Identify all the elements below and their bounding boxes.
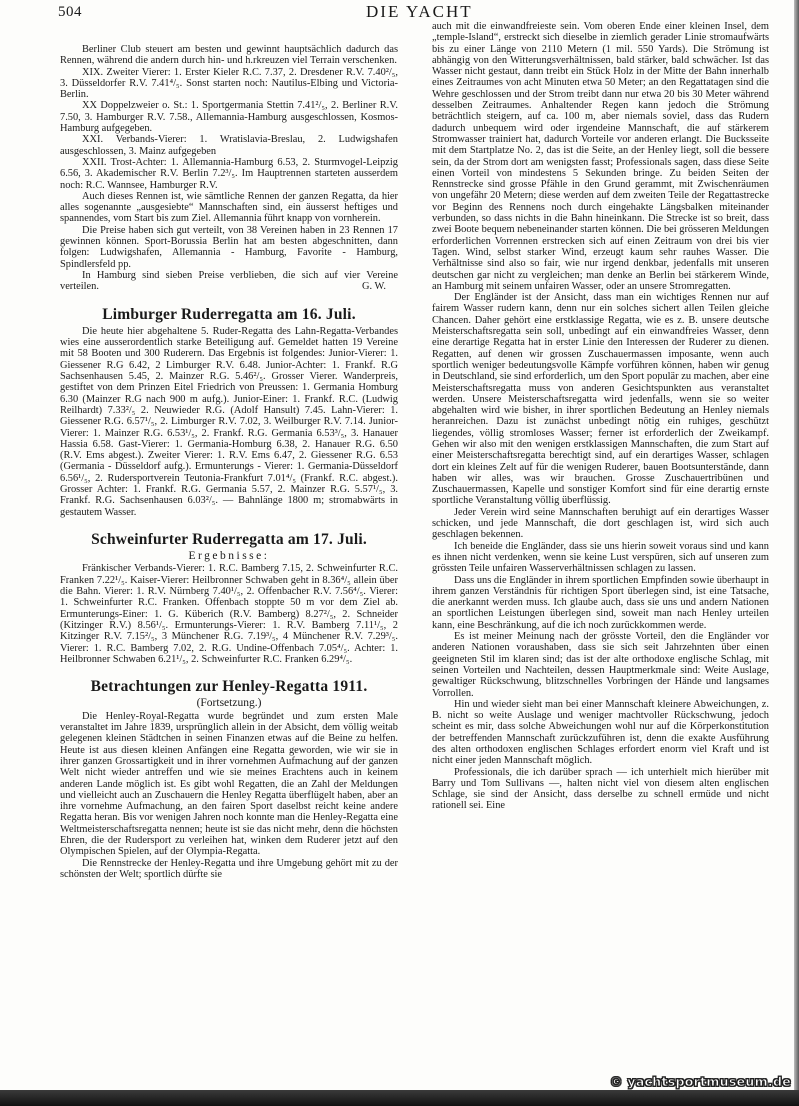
article-title-henley: Betrachtungen zur Henley-Regatta 1911. bbox=[90, 678, 368, 696]
scan-bottom-edge bbox=[0, 1090, 799, 1106]
paragraph: Die Preise haben sich gut verteilt, von 38 Vereinen haben in 23 Rennen 17 gewinnen können. Sport-Borussia Berlin hat am besten abgeschnitten, dann folgen: Ludwigshafen, Allemannia - Hamburg, Favorite - Hamburg, Spindlersfeld pp. bbox=[60, 224, 398, 270]
paragraph: Ich beneide die Engländer, dass sie uns hierin soweit voraus sind und kann es ihnen nicht verdenken, wenn sie keine Lust verspüren, sich auf unseren zum grössten Teile unfairen Wasserverhältnissen schlagen zu lassen. bbox=[432, 540, 769, 575]
paragraph-text: In Hamburg sind sieben Preise verblieben, die sich auf vier Vereine verteilen. bbox=[60, 269, 398, 293]
article-subtitle: Ergebnisse: bbox=[188, 550, 270, 563]
paragraph: Berliner Club steuert am besten und gewinnt hauptsächlich dadurch das Rennen, während die andern durch hin- und h.rkreuzen viel Terrain verschenken. bbox=[60, 44, 398, 67]
paragraph: auch mit die einwandfreieste sein. Vom oberen Ende einer kleinen Insel, dem „temple-Island“, erstreckt sich dieselbe in ziemlich gerader Linie stromaufwärts bis zu einer Länge von 2110 Metern (1 mil. 550 Yards). Die Strömung ist abhängig von den Witterungsverhältnissen, bald stärker, bald schwächer. Ist das Wasser nicht gestaut, dann treibt ein Stück Holz in der Mitte der Bahn innerhalb eines Zeitraumes von acht Minuten etwa 50 Meter; an den Regattatagen sind die Wehre geschlossen und der Strom treibt dann nur etwa 20 bis 30 Meter während desselben Zeitraumes. Anhaltender Regen kann jedoch die Strömung beträchtlich steigern, auf ca. 100 m, aber niemals soviel, dass das Rudern dadurch unbequem wird oder irgendeine Mannschaft, die auf stärkerem Stromwasser trainiert hat, dadurch Vorteile vor anderen erlangt. Die Bucksseite mit dem Startplatze No. 2, das ist die Seite, an der Henley liegt, soll die bessere sein, da der Strom dort am wenigsten fasst; Professionals sagen, dass diese Seite einen Vorteil von mindestens 5 Sekunden bringe. Zu beiden Seiten der Rennstrecke sind grosse Pfähle in den Grund gerammt, mit Zwischenräumen von ungefähr 20 Metern; diese werden auf dem zweiten Teile der Regattastrecke vor Beginn des Rennens noch durch eingehakte Längsbalken miteinander verbunden, so dass nichts in die Bahn hineinkann. Die Strecke ist so breit, dass zwei Boote bequem nebeneinander starten können. Die bei grösseren Meldungen erforderlichen Vorrennen erstrecken sich auf einen Zeitraum von drei bis vier Tagen. Wind, selbst starker Wind, erzeugt kaum sehr rauhes Wasser. Die Verhältnisse sind also so fair, wie nur irgend denkbar, jedenfalls mit unseren deutschen gar nicht zu vergleichen; man denke an Berlin bei stärkerem Winde, an Hamburg mit seinem unfairen Wasser, oder an unsere Stromregatten. bbox=[432, 21, 770, 292]
paragraph: Die heute hier abgehaltene 5. Ruder-Regatta des Lahn-Regatta-Verbandes wies eine ausserordentlich starke Beteiligung auf. Gemeldet hatten 19 Vereine mit 58 Booten und 300 Ruderern. Das Ergebnis ist folgendes: Junior-Vierer: 1. Giessener R.G 6.42, 2 Limburger R.V. 6.48. Junior-Achter: 1. Frankf. R.G Sachsenhausen 5.45, 2. Mainzer R.G. 5.46²/₅. Grosser Vierer. Wanderpreis, gestiftet von dem Prinzen Eitel Friedrich von Preussen: 1. Germania Homburg 6.30 (Mainzer R.G nach 900 m aufg.). Junior-Einer: 1. Frankf. R.C. (Ludwig Reilhardt) 7.33²/₅ 2. Neuwieder R.G. (Adolf Hansult) 7.45. Lahn-Vierer: 1. Giessener R.G. 6.57¹/₅, 2. Limburger R.V. 7.02, 3. Weilburger R.V. 7.14. Junior-Vierer: 1. Mainzer R.G. 6.53¹/₅, 2. Frankf. R.G. Germania 6.53³/₅, 3. Hanauer Hassia 6.58. Gast-Vierer: 1. Germania-Homburg 6.38, 2. Hanauer R.G. 6.50 (R.V. Ems abgest.). Zweiter Vierer: 1. R.V. Ems 6.47, 2. Giessener R.G. 6.53 (Germania - Düsseldorf aufg.). Ermunterungs - Vierer: 1. Germania-Düsseldorf 6.56¹/₅, 2. Rudersportverein Teutonia-Frankfurt 7.01⁴/₅ (Frankf. R.C. abgest.). Grosser Achter: 1. Frankf. R.G. Germania 5.57, 2. Mainzer R.G. 5.57¹/₅, 3. Frankf. R.G. Sachsenhausen 6.03²/₅. — Bahnlänge 1800 m; stromabwärts in gestautem Wasser. bbox=[60, 325, 398, 518]
page-number: 504 bbox=[58, 4, 82, 20]
paragraph: XX Doppelzweier o. St.: 1. Sportgermania Stettin 7.41²/₅, 2. Berliner R.V. 7.50, 3. Hamburger R.V. 7.58., Allemannia-Hamburg ausgeschlossen, Kosmos-Hamburg aufgegeben. bbox=[60, 100, 398, 135]
paragraph: XXI. Verbands-Vierer: 1. Wratislavia-Breslau, 2. Ludwigshafen ausgeschlossen, 3. Mainz aufgegeben bbox=[60, 134, 398, 157]
right-column bbox=[432, 21, 769, 812]
running-head: DIE YACHT bbox=[366, 2, 473, 21]
copyright-watermark: © yachtsportmuseum.de bbox=[609, 1074, 791, 1089]
paragraph: Hin und wieder sieht man bei einer Mannschaft kleinere Abweichungen, z. B. nicht so weite Auslage und weniger machtvoller Rückschwung, jedoch scheint es mir, dass solche Abweichungen wohl nur auf die Körperkonstitution der betreffenden Mannschaft zurückzuführen ist, denn die exakte Ausführung des alten orthodoxen englischen Schlages erfordert enorm viel Kraft und ist nicht einer jeden Mannschaft möglich. bbox=[432, 698, 769, 767]
paragraph: Es ist meiner Meinung nach der grösste Vorteil, den die Engländer vor anderen Nationen voraushaben, dass sie sich seit Jahrzehnten über einen geeigneten Stil im klaren sind; das ist der alte orthodoxe englische Schlag, mit seinen Vorteilen und Nachteilen, dessen Hauptmerkmale sind: Weite Auslage, gewaltiger Rückschwung, blitzschnelles Vorbringen der Hände und langsames Vorrollen. bbox=[432, 631, 769, 699]
author-signature: G. W. bbox=[362, 281, 386, 293]
article-title-schweinfurt: Schweinfurter Ruderregatta am 17. Juli. bbox=[91, 530, 367, 548]
binding-edge bbox=[794, 0, 799, 1090]
paragraph: XXII. Trost-Achter: 1. Allemannia-Hamburg 6.53, 2. Sturmvogel-Leipzig 6.56, 3. Akademischer R.V. Berlin 7.2³/₅. Im Hauptrennen starteten ausserdem noch: R.C. Wannsee, Hamburger R.V. bbox=[60, 156, 398, 191]
paragraph: Die Henley-Royal-Regatta wurde begründet und zum ersten Male veranstaltet im Jahre 1839, ursprünglich allein in der Absicht, dem völlig weitab gelegenen kleinen Städtchen in seinen Finanzen etwas auf die Beine zu helfen. Heute ist aus diesen kleinen Anfängen eine Regatta geworden, wie wir sie in ihrer ganzen Grossartigkeit und in ihrer vornehmen Aufmachung auf der ganzen Welt nicht wieder antreffen und wie sie meines Erachtens auch in keinem anderen Lande möglich ist. Es gibt wohl Regatten, die an Zahl der Meldungen und vielleicht auch an Zuschauern die Henley Regatta überflügelt haben, aber an ihre vornehme Aufmachung, an den fairen Sport daselbst reicht keine andere Regatta heran. Bis vor wenigen Jahren noch konnte man die Henley-Regatta eine Weltmeisterschaftsregatta nennen; heute ist sie das nicht mehr, denn die höchsten Ehren, die der Rudersport zu verleihen hat, winken dem Ruderer jetzt auf den Olympischen Spielen, auf der Olympia-Regatta. bbox=[60, 710, 398, 858]
paragraph: Fränkischer Verbands-Vierer: 1. R.C. Bamberg 7.15, 2. Schweinfurter R.C. Franken 7.22¹/₅. Kaiser-Vierer: Heilbronner Schwaben geht in 8.36⁴/₅ allein über die Bahn. Vierer: 1. R.V. Nürnberg 7.40¹/₅, 2. Offenbacher R.V. 7.56⁴/₅. Vierer: 1. Schweinfurter R.C. Franken. Offenbach stoppte 50 m vor dem Ziel ab. Ermunterungs-Einer: 1. G. Küberich (R.V. Bamberg) 8.27²/₅, 2. Schneider (Kitzinger R.V.) 8.56¹/₅. Ermunterungs-Vierer: 1. R.V. Bamberg 7.11¹/₅, 2 Kitzinger R.V. 7.15²/₅, 3 Münchener R.G. 7.19³/₅, 4 Münchener R.V. 7.29³/₅. Vierer: 1. R.C. Bamberg 7.02, 2. R.G. Undine-Offenbach 7.05⁴/₅. Achter: 1. Heilbronner Schwaben 6.21¹/₅, 2. Schweinfurter R.C. Franken 6.29⁴/₅. bbox=[60, 563, 398, 665]
paragraph: Die Rennstrecke der Henley-Regatta und ihre Umgebung gehört mit zu der schönsten der Welt; sportlich dürfte sie bbox=[60, 857, 398, 880]
article-title-limburg: Limburger Ruderregatta am 16. Juli. bbox=[102, 305, 356, 323]
paragraph: Professionals, die ich darüber sprach — ich unterhielt mich hierüber mit Barry und Tom Sullivans —, halten nicht viel von diesem alten englischen Schlage, sie sind der Ansicht, dass derselbe zu schnell ermüde und nicht rationell sei. Eine bbox=[432, 766, 769, 812]
paragraph: Auch dieses Rennen ist, wie sämtliche Rennen der ganzen Regatta, da hier alles sogenannte „ausgesiebte“ Mannschaften sind, ein äusserst heftiges und spannendes, vom Start bis zum Ziel. Allemannia führt knapp von vornherein. bbox=[60, 190, 398, 225]
left-column bbox=[60, 44, 398, 880]
paragraph: XIX. Zweiter Vierer: 1. Erster Kieler R.C. 7.37, 2. Dresdener R.V. 7.40²/₅, 3. Düsseldorfer R.V. 7.41⁴/₅. Sonst starten noch: Nautilus-Elbing und Victoria-Berlin. bbox=[60, 66, 398, 101]
article-subtitle: (Fortsetzung.) bbox=[196, 697, 262, 710]
paragraph: Jeder Verein wird seine Mannschaften beruhigt auf ein derartiges Wasser schicken, und jede Mannschaft, die dort geschlagen ist, wird sich auch geschlagen bekennen. bbox=[432, 506, 769, 541]
paragraph-with-signature bbox=[60, 270, 398, 293]
paragraph: Dass uns die Engländer in ihrem sportlichen Empfinden sowie überhaupt in ihrem ganzen Verständnis für richtigen Sport überlegen sind, ist eine Tatsache, die anerkannt werden muss. Ich glaube auch, dass sie uns und andern Nationen an sportlichen Leistungen überlegen sind, soweit man nach Henley urteilen kann, eine Beschränkung, auf die ich noch zurückkommen werde. bbox=[432, 574, 769, 631]
paragraph: Der Engländer ist der Ansicht, dass man ein wichtiges Rennen nur auf fairem Wasser rudern kann, denn nur ein solches sichert allen Teilen gleiche Chancen. Daher gehört eine erstklassige Regatta, wie es z. B. unsere deutsche Meisterschaftsregatta sein soll, unbedingt auf ein einwandfreies Wasser, denn eine derartige Regatta hat in erster Linie den Interessen der Ruderer zu dienen. Regatten, auf denen wir grossen Zuschauermassen imposante, wenn auch sportlich weniger bedeutungsvolle Kämpfe vorführen können, haben wir genug in Deutschland, sie sind erforderlich, um den Sport populär zu machen, aber eine Meisterschaftsregatta muss von anderen Gesichtspunkten aus veranstaltet werden. Unsere Meisterschaftsregatta wird jedenfalls, wenn sie so weiter abgehalten wird wie bisher, in ihrer sportlichen Bedeutung an Henley niemals heranreichen. Dazu ist zunächst unbedingt nötig ein ruhiges, geschützt liegendes, völlig stromloses Wasser; ferner ist erforderlich der Zweikampf. Gehen wir also mit den wenigen erstklassigen Mannschaften, die zum Start auf einer Meisterschaftsregatta berechtigt sind, auf ein derartiges Wasser, schlagen dort ein kleines Zelt auf für die wenigen Ruderer, bauen Bootsunterstände, dann haben wir alles, was wir brauchen. Grosse Zuschauertribünen und Zuschauermassen, Kapelle und sonstiger Komfort sind für eine derartig ernste sportliche Veranstaltung völlig überflüssig. bbox=[432, 292, 769, 507]
